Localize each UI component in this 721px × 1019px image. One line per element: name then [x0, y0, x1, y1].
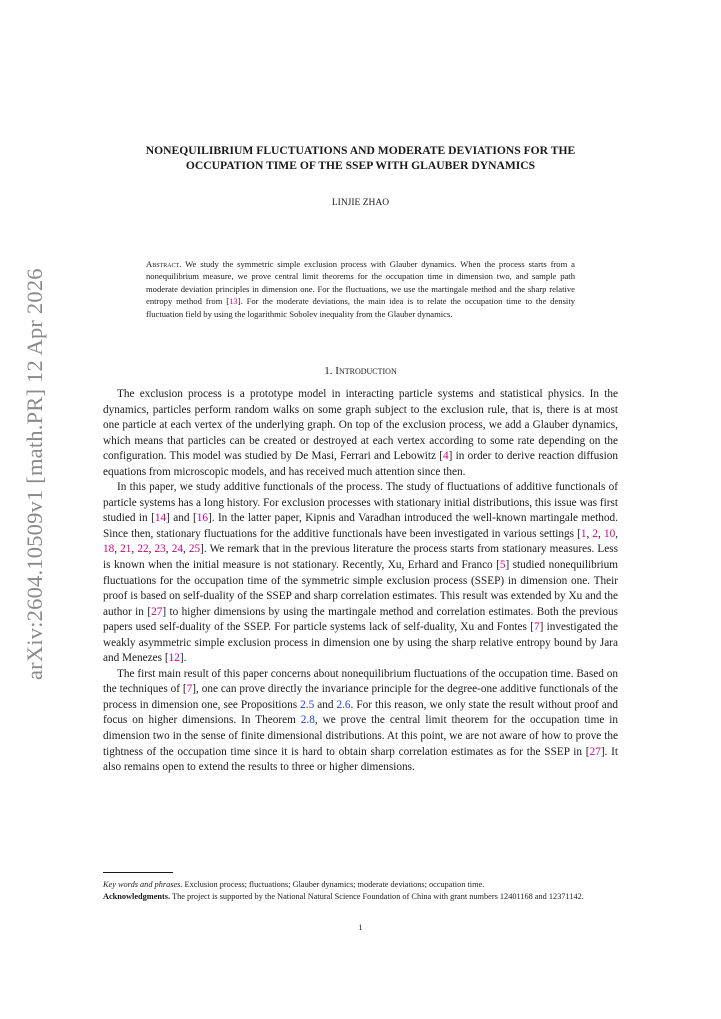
text-run: , we prove the central limit theorem for the occupation time in dimension two in the sense of finite dimensional distributions. At this point, we are not aware of how to prove the tightness of the occupation time since it is hard to obtain sharp correlation estimates as for the SSEP in [ [103, 714, 618, 758]
citation-link[interactable]: 13 [229, 296, 238, 307]
footnotes [103, 879, 618, 902]
text-run: ] studied nonequilibrium fluctuations for the occupation time of the symmetric simple exclusion process (SSEP) in dimension one. Their proof is based on self-duality of the SSEP and sharp correlation estimates. This result was extended by Xu and the author in [ [103, 559, 618, 618]
text-run: The exclusion process is a prototype model in interacting particle systems and statistical physics. In the dynamics, particles perform random walks on some graph subject to the exclusion rule, that is, there is at most one particle at each vertex of the underlying graph. On top of the exclusion process, we add a Glauber dynamics, which means that particles can be created or destroyed at each vertex according to some rate depending on the configuration. This model was studied by De Masi, Ferrari and Lebowitz [ [103, 388, 618, 463]
citation-link[interactable]: 16 [196, 512, 208, 525]
text-run: , [586, 527, 593, 540]
text-run: , [615, 527, 618, 540]
text-run: ], one can prove directly the invariance principle for the degree-one additive functionals of the process in dimension one, see Propositions [103, 683, 618, 711]
citation-link[interactable]: 12 [168, 652, 180, 665]
citation-link[interactable]: 27 [151, 605, 163, 618]
text-run: . For this reason, we only state the result without proof and focus on higher dimensions. In Theorem [103, 698, 619, 727]
citation-link[interactable]: 24 [171, 543, 183, 556]
text-run: , [165, 543, 172, 556]
citation-link[interactable]: 18 [103, 543, 115, 556]
text-run: ] investigated the weakly asymmetric simple exclusion process in dimension one by using the sharp relative entropy bound by Jara and Menezes [ [103, 621, 618, 665]
text-run: ]. [179, 652, 187, 665]
text-run: ] to higher dimensions by using the martingale method and correlation estimates. Both the previous papers used self-duality of the SSEP. For particle systems lack of self-duality, Xu and Fontes [ [103, 605, 618, 634]
citation-link[interactable]: 14 [154, 512, 167, 525]
title-line-2: OCCUPATION TIME OF THE SSEP WITH GLAUBER DYNAMICS [185, 159, 536, 172]
text-run: ]. It also remains open to extend the results to three or higher dimensions. [103, 745, 619, 774]
title-line-1: NONEQUILIBRIUM FLUCTUATIONS AND MODERATE DEVIATIONS FOR THE [145, 144, 576, 157]
text-run: ]. In the latter paper, Kipnis and Varadhan introduced the well-known martingale method. Since then, stationary fluctuations for the additive functionals have been investigated in various settings [ [103, 512, 618, 540]
intro-paragraph-1 [103, 387, 618, 480]
acknowledgments-text: The project is supported by the National Natural Science Foundation of China with grant numbers 12401168 and 12371142. [172, 891, 584, 901]
keywords-text: Exclusion process; fluctuations; Glauber dynamics; moderate deviations; occupation time. [184, 880, 485, 889]
citation-link[interactable]: 5 [499, 559, 506, 572]
citation-link[interactable]: 27 [589, 745, 601, 758]
citation-link[interactable]: 25 [188, 543, 201, 556]
acknowledgments-footnote [103, 891, 618, 903]
citation-link[interactable]: 4 [443, 450, 449, 463]
text-run: , [131, 543, 138, 556]
abstract-text-2: ]. For the moderate deviations, the main idea is to relate the occupation time to the density fluctuation field by using the logarithmic Sobolev inequality from the Glauber dynamics. [146, 296, 575, 319]
abstract [146, 258, 575, 320]
keywords-footnote [103, 879, 618, 891]
intro-paragraph-3 [103, 667, 618, 776]
section-heading [100, 365, 621, 377]
abstract-label: Abstract. [146, 259, 182, 269]
cross-reference-link[interactable]: 2.8 [300, 714, 315, 727]
citation-link[interactable]: 22 [137, 543, 149, 556]
cross-reference-link[interactable]: 2.6 [336, 698, 351, 711]
abstract-text-1: We study the symmetric simple exclusion process with Glauber dynamics. When the process starts from a nonequilibrium measure, we prove central limit theorems for the occupation time in dimension two, and sample path moderate deviation principles in dimension one. For the fluctuations, we use the martingale method and the sharp relative entropy method from [ [146, 259, 575, 307]
citation-link[interactable]: 23 [154, 543, 166, 556]
paper-title [100, 143, 621, 173]
author-name: LINJIE ZHAO [331, 198, 390, 208]
text-run: and [314, 698, 337, 711]
citation-link[interactable]: 7 [533, 621, 540, 634]
intro-paragraph-2 [103, 480, 618, 667]
cross-reference-link[interactable]: 2.5 [300, 698, 315, 711]
text-run: , [114, 543, 121, 556]
keywords-label: Key words and phrases. [103, 880, 183, 889]
citation-link[interactable]: 21 [120, 543, 132, 556]
citation-link[interactable]: 2 [592, 527, 599, 540]
text-run: ] in order to derive reaction diffusion equations from microscopic models, and has received much attention since then. [103, 450, 618, 478]
acknowledgments-label: Acknowledgments. [103, 891, 171, 901]
text-run: , [598, 527, 604, 540]
text-run: , [182, 543, 189, 556]
section-title: Introduction [335, 365, 397, 377]
text-run: In this paper, we study additive functionals of the process. The study of fluctuations of additive functionals of particle systems has a long history. For exclusion processes with stationary initial distributions, this issue was first studied in [ [103, 481, 618, 525]
page-number: 1 [358, 922, 363, 932]
citation-link[interactable]: 1 [580, 527, 587, 540]
text-run: , [148, 543, 155, 556]
citation-link[interactable]: 7 [186, 683, 193, 696]
arxiv-identifier: arXiv:2604.10509v1 [math.PR] 12 Apr 2026 [22, 268, 47, 680]
introduction-body [103, 387, 618, 776]
text-run: ] and [ [166, 512, 197, 525]
text-run: ]. We remark that in the previous literature the process starts from stationary measures. Less is known when the initial measure is not stationary. Recently, Xu, Erhard and Franco [ [103, 543, 618, 572]
footnote-rule [103, 872, 173, 873]
citation-link[interactable]: 10 [603, 527, 616, 540]
text-run: The first main result of this paper concerns about nonequilibrium fluctuations of the occupation time. Based on the techniques of [ [103, 667, 618, 696]
section-number: 1. [324, 365, 333, 377]
